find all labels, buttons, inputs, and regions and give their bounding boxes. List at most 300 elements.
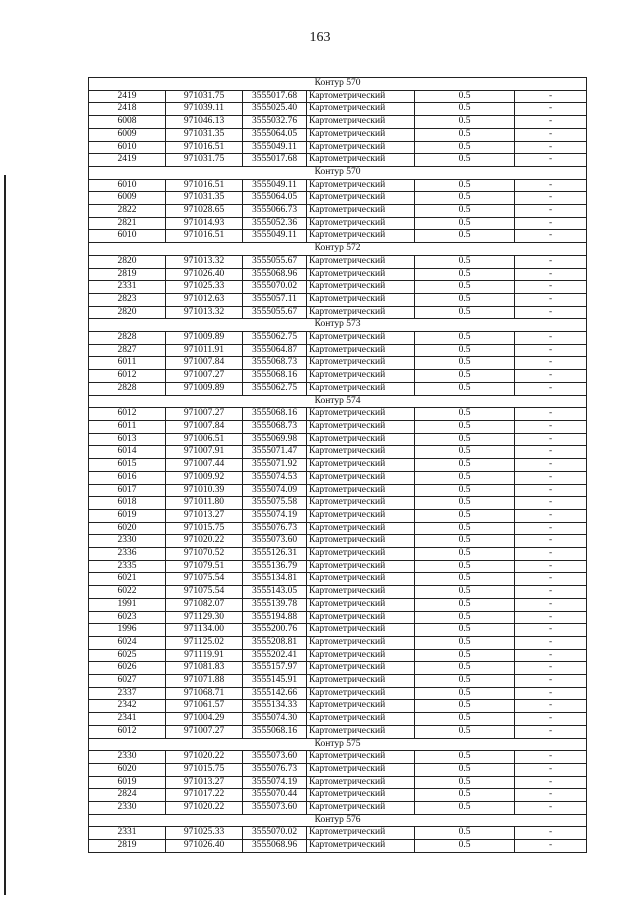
accuracy-cell: 0.5	[415, 484, 515, 497]
accuracy-cell: 0.5	[415, 128, 515, 141]
extra-cell: -	[515, 497, 587, 510]
table-row	[89, 649, 587, 662]
accuracy-cell: 0.5	[415, 700, 515, 713]
accuracy-cell: 0.5	[415, 535, 515, 548]
extra-cell: -	[515, 751, 587, 764]
method-cell: Картометрический	[307, 179, 415, 192]
section-title: Контур 574	[89, 395, 587, 408]
y-coordinate-cell: 3555074.09	[243, 484, 307, 497]
x-coordinate-cell: 971016.51	[166, 179, 243, 192]
extra-cell: -	[515, 217, 587, 230]
method-cell: Картометрический	[307, 154, 415, 167]
method-cell: Картометрический	[307, 217, 415, 230]
method-cell: Картометрический	[307, 509, 415, 522]
extra-cell: -	[515, 128, 587, 141]
point-id-cell: 6017	[89, 484, 166, 497]
y-coordinate-cell: 3555068.96	[243, 840, 307, 853]
extra-cell: -	[515, 103, 587, 116]
section-header-row	[89, 738, 587, 751]
x-coordinate-cell: 971013.32	[166, 255, 243, 268]
extra-cell: -	[515, 725, 587, 738]
method-cell: Картометрический	[307, 205, 415, 218]
accuracy-cell: 0.5	[415, 192, 515, 205]
accuracy-cell: 0.5	[415, 624, 515, 637]
y-coordinate-cell: 3555071.47	[243, 446, 307, 459]
y-coordinate-cell: 3555062.75	[243, 332, 307, 345]
point-id-cell: 2419	[89, 90, 166, 103]
y-coordinate-cell: 3555139.78	[243, 598, 307, 611]
y-coordinate-cell: 3555136.79	[243, 560, 307, 573]
table-row	[89, 675, 587, 688]
y-coordinate-cell: 3555157.97	[243, 662, 307, 675]
point-id-cell: 6010	[89, 230, 166, 243]
table-row	[89, 611, 587, 624]
y-coordinate-cell: 3555202.41	[243, 649, 307, 662]
method-cell: Картометрический	[307, 471, 415, 484]
y-coordinate-cell: 3555069.98	[243, 433, 307, 446]
y-coordinate-cell: 3555017.68	[243, 154, 307, 167]
x-coordinate-cell: 971119.91	[166, 649, 243, 662]
point-id-cell: 2331	[89, 827, 166, 840]
accuracy-cell: 0.5	[415, 497, 515, 510]
table-row	[89, 332, 587, 345]
x-coordinate-cell: 971006.51	[166, 433, 243, 446]
x-coordinate-cell: 971075.54	[166, 573, 243, 586]
accuracy-cell: 0.5	[415, 459, 515, 472]
accuracy-cell: 0.5	[415, 840, 515, 853]
table-row	[89, 370, 587, 383]
table-row	[89, 128, 587, 141]
accuracy-cell: 0.5	[415, 776, 515, 789]
accuracy-cell: 0.5	[415, 420, 515, 433]
point-id-cell: 2828	[89, 332, 166, 345]
y-coordinate-cell: 3555075.58	[243, 497, 307, 510]
method-cell: Картометрический	[307, 459, 415, 472]
method-cell: Картометрический	[307, 751, 415, 764]
method-cell: Картометрический	[307, 789, 415, 802]
y-coordinate-cell: 3555068.16	[243, 725, 307, 738]
point-id-cell: 2342	[89, 700, 166, 713]
table-row	[89, 509, 587, 522]
extra-cell: -	[515, 802, 587, 815]
x-coordinate-cell: 971007.44	[166, 459, 243, 472]
method-cell: Картометрический	[307, 382, 415, 395]
table-row	[89, 116, 587, 129]
table-row	[89, 255, 587, 268]
point-id-cell: 6014	[89, 446, 166, 459]
point-id-cell: 6016	[89, 471, 166, 484]
x-coordinate-cell: 971020.22	[166, 802, 243, 815]
x-coordinate-cell: 971025.33	[166, 827, 243, 840]
extra-cell: -	[515, 382, 587, 395]
x-coordinate-cell: 971026.40	[166, 840, 243, 853]
extra-cell: -	[515, 560, 587, 573]
point-id-cell: 2828	[89, 382, 166, 395]
x-coordinate-cell: 971081.83	[166, 662, 243, 675]
accuracy-cell: 0.5	[415, 433, 515, 446]
section-header-row	[89, 319, 587, 332]
method-cell: Картометрический	[307, 281, 415, 294]
table-row	[89, 293, 587, 306]
extra-cell: -	[515, 179, 587, 192]
table-row	[89, 433, 587, 446]
accuracy-cell: 0.5	[415, 725, 515, 738]
y-coordinate-cell: 3555025.40	[243, 103, 307, 116]
table-row	[89, 382, 587, 395]
x-coordinate-cell: 971011.91	[166, 344, 243, 357]
point-id-cell: 2337	[89, 687, 166, 700]
x-coordinate-cell: 971031.75	[166, 90, 243, 103]
accuracy-cell: 0.5	[415, 446, 515, 459]
point-id-cell: 6012	[89, 408, 166, 421]
extra-cell: -	[515, 332, 587, 345]
accuracy-cell: 0.5	[415, 548, 515, 561]
table-row	[89, 306, 587, 319]
accuracy-cell: 0.5	[415, 471, 515, 484]
extra-cell: -	[515, 433, 587, 446]
point-id-cell: 1996	[89, 624, 166, 637]
point-id-cell: 6026	[89, 662, 166, 675]
accuracy-cell: 0.5	[415, 751, 515, 764]
point-id-cell: 2330	[89, 751, 166, 764]
x-coordinate-cell: 971014.93	[166, 217, 243, 230]
extra-cell: -	[515, 268, 587, 281]
y-coordinate-cell: 3555068.96	[243, 268, 307, 281]
table-row	[89, 751, 587, 764]
y-coordinate-cell: 3555073.60	[243, 751, 307, 764]
y-coordinate-cell: 3555142.66	[243, 687, 307, 700]
method-cell: Картометрический	[307, 624, 415, 637]
y-coordinate-cell: 3555068.73	[243, 420, 307, 433]
accuracy-cell: 0.5	[415, 344, 515, 357]
point-id-cell: 6009	[89, 128, 166, 141]
accuracy-cell: 0.5	[415, 687, 515, 700]
x-coordinate-cell: 971020.22	[166, 535, 243, 548]
table-row	[89, 408, 587, 421]
method-cell: Картометрический	[307, 725, 415, 738]
accuracy-cell: 0.5	[415, 382, 515, 395]
table-row	[89, 484, 587, 497]
accuracy-cell: 0.5	[415, 103, 515, 116]
x-coordinate-cell: 971028.65	[166, 205, 243, 218]
table-row	[89, 154, 587, 167]
x-coordinate-cell: 971129.30	[166, 611, 243, 624]
x-coordinate-cell: 971010.39	[166, 484, 243, 497]
point-id-cell: 1991	[89, 598, 166, 611]
table-row	[89, 840, 587, 853]
accuracy-cell: 0.5	[415, 230, 515, 243]
accuracy-cell: 0.5	[415, 611, 515, 624]
method-cell: Картометрический	[307, 268, 415, 281]
table-row	[89, 344, 587, 357]
table-row	[89, 687, 587, 700]
x-coordinate-cell: 971082.07	[166, 598, 243, 611]
extra-cell: -	[515, 687, 587, 700]
section-title: Контур 570	[89, 166, 587, 179]
table-row	[89, 90, 587, 103]
y-coordinate-cell: 3555143.05	[243, 586, 307, 599]
extra-cell: -	[515, 446, 587, 459]
x-coordinate-cell: 971009.89	[166, 332, 243, 345]
table-row	[89, 268, 587, 281]
extra-cell: -	[515, 459, 587, 472]
table-row	[89, 471, 587, 484]
extra-cell: -	[515, 408, 587, 421]
point-id-cell: 6015	[89, 459, 166, 472]
table-row	[89, 420, 587, 433]
point-id-cell: 6012	[89, 370, 166, 383]
y-coordinate-cell: 3555073.60	[243, 802, 307, 815]
method-cell: Картометрический	[307, 446, 415, 459]
method-cell: Картометрический	[307, 675, 415, 688]
extra-cell: -	[515, 192, 587, 205]
method-cell: Картометрический	[307, 687, 415, 700]
y-coordinate-cell: 3555074.19	[243, 509, 307, 522]
point-id-cell: 2821	[89, 217, 166, 230]
method-cell: Картометрический	[307, 497, 415, 510]
y-coordinate-cell: 3555134.33	[243, 700, 307, 713]
section-title: Контур 575	[89, 738, 587, 751]
method-cell: Картометрический	[307, 662, 415, 675]
table-row	[89, 713, 587, 726]
table-row	[89, 217, 587, 230]
accuracy-cell: 0.5	[415, 179, 515, 192]
x-coordinate-cell: 971075.54	[166, 586, 243, 599]
method-cell: Картометрический	[307, 560, 415, 573]
y-coordinate-cell: 3555145.91	[243, 675, 307, 688]
accuracy-cell: 0.5	[415, 332, 515, 345]
x-coordinate-cell: 971071.88	[166, 675, 243, 688]
method-cell: Картометрический	[307, 802, 415, 815]
table-row	[89, 763, 587, 776]
point-id-cell: 6022	[89, 586, 166, 599]
y-coordinate-cell: 3555052.36	[243, 217, 307, 230]
x-coordinate-cell: 971013.27	[166, 509, 243, 522]
extra-cell: -	[515, 548, 587, 561]
table-row	[89, 522, 587, 535]
extra-cell: -	[515, 700, 587, 713]
coordinates-table	[88, 77, 587, 853]
x-coordinate-cell: 971026.40	[166, 268, 243, 281]
point-id-cell: 2336	[89, 548, 166, 561]
table-row	[89, 802, 587, 815]
point-id-cell: 6021	[89, 573, 166, 586]
x-coordinate-cell: 971079.51	[166, 560, 243, 573]
x-coordinate-cell: 971007.27	[166, 370, 243, 383]
table-row	[89, 560, 587, 573]
y-coordinate-cell: 3555074.53	[243, 471, 307, 484]
section-header-row	[89, 395, 587, 408]
method-cell: Картометрический	[307, 763, 415, 776]
table-row	[89, 357, 587, 370]
accuracy-cell: 0.5	[415, 217, 515, 230]
accuracy-cell: 0.5	[415, 573, 515, 586]
point-id-cell: 2330	[89, 802, 166, 815]
method-cell: Картометрический	[307, 90, 415, 103]
y-coordinate-cell: 3555066.73	[243, 205, 307, 218]
method-cell: Картометрический	[307, 700, 415, 713]
point-id-cell: 6008	[89, 116, 166, 129]
y-coordinate-cell: 3555073.60	[243, 535, 307, 548]
section-header-row	[89, 814, 587, 827]
x-coordinate-cell: 971017.22	[166, 789, 243, 802]
accuracy-cell: 0.5	[415, 293, 515, 306]
extra-cell: -	[515, 306, 587, 319]
y-coordinate-cell: 3555062.75	[243, 382, 307, 395]
x-coordinate-cell: 971007.84	[166, 420, 243, 433]
extra-cell: -	[515, 624, 587, 637]
x-coordinate-cell: 971009.92	[166, 471, 243, 484]
y-coordinate-cell: 3555071.92	[243, 459, 307, 472]
point-id-cell: 2418	[89, 103, 166, 116]
point-id-cell: 2330	[89, 535, 166, 548]
y-coordinate-cell: 3555064.05	[243, 192, 307, 205]
accuracy-cell: 0.5	[415, 713, 515, 726]
point-id-cell: 6018	[89, 497, 166, 510]
x-coordinate-cell: 971031.35	[166, 192, 243, 205]
method-cell: Картометрический	[307, 484, 415, 497]
x-coordinate-cell: 971016.51	[166, 141, 243, 154]
table-row	[89, 636, 587, 649]
accuracy-cell: 0.5	[415, 586, 515, 599]
extra-cell: -	[515, 141, 587, 154]
x-coordinate-cell: 971007.27	[166, 725, 243, 738]
x-coordinate-cell: 971012.63	[166, 293, 243, 306]
point-id-cell: 2341	[89, 713, 166, 726]
point-id-cell: 2820	[89, 255, 166, 268]
extra-cell: -	[515, 154, 587, 167]
point-id-cell: 6020	[89, 763, 166, 776]
extra-cell: -	[515, 776, 587, 789]
point-id-cell: 2331	[89, 281, 166, 294]
x-coordinate-cell: 971068.71	[166, 687, 243, 700]
accuracy-cell: 0.5	[415, 509, 515, 522]
method-cell: Картометрический	[307, 420, 415, 433]
point-id-cell: 6010	[89, 141, 166, 154]
method-cell: Картометрический	[307, 332, 415, 345]
section-header-row	[89, 243, 587, 256]
table-row	[89, 624, 587, 637]
method-cell: Картометрический	[307, 840, 415, 853]
y-coordinate-cell: 3555208.81	[243, 636, 307, 649]
extra-cell: -	[515, 573, 587, 586]
table-row	[89, 179, 587, 192]
x-coordinate-cell: 971016.51	[166, 230, 243, 243]
x-coordinate-cell: 971125.02	[166, 636, 243, 649]
x-coordinate-cell: 971011.80	[166, 497, 243, 510]
extra-cell: -	[515, 675, 587, 688]
method-cell: Картометрический	[307, 649, 415, 662]
x-coordinate-cell: 971007.27	[166, 408, 243, 421]
point-id-cell: 6020	[89, 522, 166, 535]
y-coordinate-cell: 3555049.11	[243, 141, 307, 154]
y-coordinate-cell: 3555134.81	[243, 573, 307, 586]
accuracy-cell: 0.5	[415, 789, 515, 802]
method-cell: Картометрический	[307, 128, 415, 141]
extra-cell: -	[515, 344, 587, 357]
point-id-cell: 2819	[89, 840, 166, 853]
table-row	[89, 497, 587, 510]
y-coordinate-cell: 3555049.11	[243, 230, 307, 243]
x-coordinate-cell: 971025.33	[166, 281, 243, 294]
extra-cell: -	[515, 230, 587, 243]
y-coordinate-cell: 3555057.11	[243, 293, 307, 306]
x-coordinate-cell: 971039.11	[166, 103, 243, 116]
table-row	[89, 141, 587, 154]
table-row	[89, 548, 587, 561]
point-id-cell: 6009	[89, 192, 166, 205]
x-coordinate-cell: 971015.75	[166, 763, 243, 776]
y-coordinate-cell: 3555064.87	[243, 344, 307, 357]
method-cell: Картометрический	[307, 776, 415, 789]
point-id-cell: 2824	[89, 789, 166, 802]
table-row	[89, 598, 587, 611]
y-coordinate-cell: 3555017.68	[243, 90, 307, 103]
y-coordinate-cell: 3555194.88	[243, 611, 307, 624]
y-coordinate-cell: 3555070.44	[243, 789, 307, 802]
point-id-cell: 6019	[89, 509, 166, 522]
accuracy-cell: 0.5	[415, 357, 515, 370]
section-title: Контур 572	[89, 243, 587, 256]
accuracy-cell: 0.5	[415, 408, 515, 421]
method-cell: Картометрический	[307, 370, 415, 383]
extra-cell: -	[515, 205, 587, 218]
extra-cell: -	[515, 586, 587, 599]
y-coordinate-cell: 3555074.19	[243, 776, 307, 789]
table-row	[89, 281, 587, 294]
method-cell: Картометрический	[307, 192, 415, 205]
method-cell: Картометрический	[307, 103, 415, 116]
table-row	[89, 700, 587, 713]
x-coordinate-cell: 971009.89	[166, 382, 243, 395]
accuracy-cell: 0.5	[415, 205, 515, 218]
x-coordinate-cell: 971070.52	[166, 548, 243, 561]
extra-cell: -	[515, 763, 587, 776]
section-header-row	[89, 78, 587, 91]
y-coordinate-cell: 3555076.73	[243, 522, 307, 535]
extra-cell: -	[515, 116, 587, 129]
x-coordinate-cell: 971046.13	[166, 116, 243, 129]
method-cell: Картометрический	[307, 357, 415, 370]
section-header-row	[89, 166, 587, 179]
method-cell: Картометрический	[307, 598, 415, 611]
y-coordinate-cell: 3555076.73	[243, 763, 307, 776]
y-coordinate-cell: 3555070.02	[243, 281, 307, 294]
accuracy-cell: 0.5	[415, 116, 515, 129]
method-cell: Картометрический	[307, 573, 415, 586]
accuracy-cell: 0.5	[415, 662, 515, 675]
accuracy-cell: 0.5	[415, 598, 515, 611]
point-id-cell: 6010	[89, 179, 166, 192]
point-id-cell: 6012	[89, 725, 166, 738]
accuracy-cell: 0.5	[415, 522, 515, 535]
accuracy-cell: 0.5	[415, 255, 515, 268]
method-cell: Картометрический	[307, 116, 415, 129]
extra-cell: -	[515, 535, 587, 548]
extra-cell: -	[515, 281, 587, 294]
section-title: Контур 576	[89, 814, 587, 827]
y-coordinate-cell: 3555032.76	[243, 116, 307, 129]
accuracy-cell: 0.5	[415, 141, 515, 154]
point-id-cell: 6024	[89, 636, 166, 649]
y-coordinate-cell: 3555200.76	[243, 624, 307, 637]
y-coordinate-cell: 3555074.30	[243, 713, 307, 726]
y-coordinate-cell: 3555068.16	[243, 408, 307, 421]
accuracy-cell: 0.5	[415, 268, 515, 281]
accuracy-cell: 0.5	[415, 649, 515, 662]
method-cell: Картометрический	[307, 636, 415, 649]
extra-cell: -	[515, 522, 587, 535]
